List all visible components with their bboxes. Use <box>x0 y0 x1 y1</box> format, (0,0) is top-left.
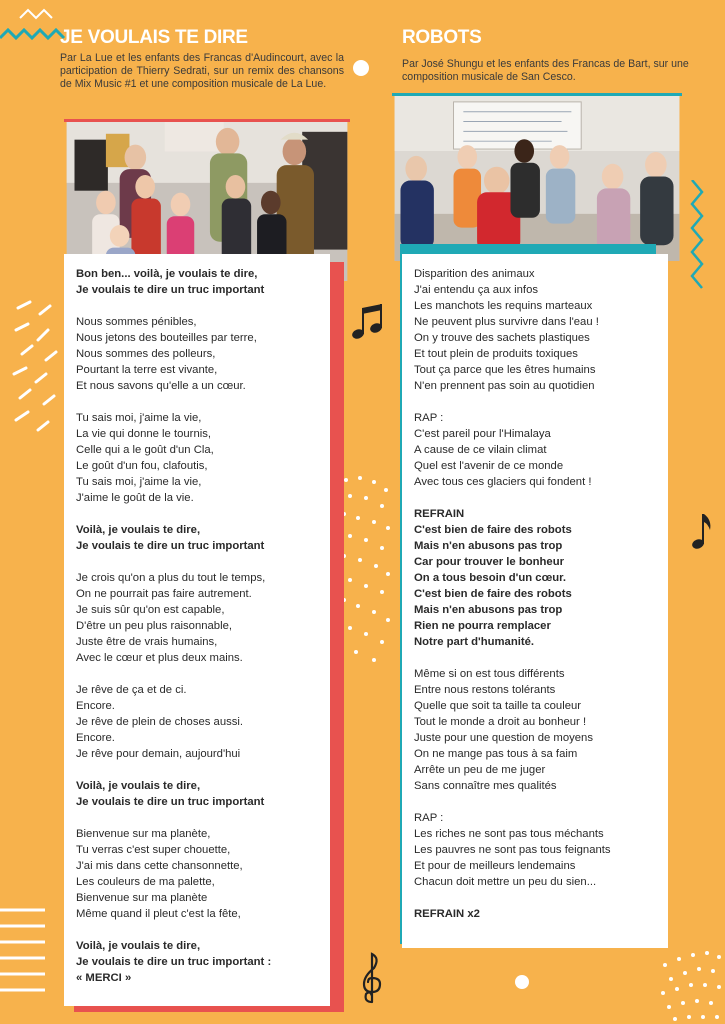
right-zigzag <box>682 180 712 300</box>
lyric-line: On y trouve des sachets plastiques <box>414 332 590 344</box>
lyric-line: Je voulais te dire un truc important <box>76 796 265 808</box>
treble-clef-icon <box>358 950 386 1006</box>
eighth-note-icon <box>690 510 714 552</box>
lyric-line: Quel est l'avenir de ce monde <box>414 460 564 472</box>
left-intro: Par La Lue et les enfants des Francas d'Audincourt, avec la participation de Thierry Sedrati, sur un remix des chansons de Mix Music #1 et une composition musicale de La Lue. <box>60 52 344 90</box>
right-title: ROBOTS <box>402 27 482 48</box>
lyric-line: Mais n'en abusons pas trop <box>414 604 563 616</box>
lyric-line: Et nous savons qu'elle a un cœur. <box>76 380 246 392</box>
lyric-line: Arrête un peu de me juger <box>414 764 546 776</box>
left-confetti <box>10 300 70 450</box>
lyric-line: Avec le cœur et plus deux mains. <box>76 652 243 664</box>
lyric-line: Je rêve de plein de choses aussi. <box>76 716 244 728</box>
left-lyrics-card <box>64 254 330 1006</box>
lyric-line: Tu verras c'est super chouette, <box>76 844 231 856</box>
mid-dots-cluster <box>336 470 396 670</box>
lyric-line: N'en prennent pas soin au quotidien <box>414 380 595 392</box>
left-stripes <box>0 900 55 1010</box>
lyrics-stanza <box>76 682 330 762</box>
lyric-line: Les manchots les requins marteaux <box>414 300 593 312</box>
lyric-line: Juste être de vrais humains, <box>76 636 218 648</box>
group-photo-right <box>392 93 682 261</box>
lyric-line: Bon ben... voilà, je voulais te dire, <box>76 268 258 280</box>
lyric-line: Les pauvres ne sont pas tous feignants <box>414 844 611 856</box>
lyric-line: J'ai mis dans cette chansonnette, <box>76 860 243 872</box>
lyric-line: Encore. <box>76 732 115 744</box>
lyric-line: Car pour trouver le bonheur <box>414 556 565 568</box>
lyric-line: Voilà, je voulais te dire, <box>76 940 201 952</box>
lyric-line: On ne mange pas tous à sa faim <box>414 748 578 760</box>
lyrics-stanza <box>76 826 330 922</box>
lyric-line: Sans connaître mes qualités <box>414 780 557 792</box>
lyrics-stanza <box>414 810 668 890</box>
left-title: JE VOULAIS TE DIRE <box>60 27 248 48</box>
bottom-right-dots <box>655 945 725 1024</box>
lyric-line: Celle qui a le goût d'un Cla, <box>76 444 214 456</box>
lyric-line: Bienvenue sur ma planète <box>76 892 208 904</box>
lyrics-stanza <box>76 778 330 810</box>
right-intro: Par José Shungu et les enfants des Francas de Bart, sur une composition musicale de San Cesco. <box>402 58 689 83</box>
lyrics-stanza <box>76 266 330 298</box>
lyric-line: Et pour de meilleurs lendemains <box>414 860 576 872</box>
lyric-line: C'est bien de faire des robots <box>414 524 572 536</box>
lyric-line: Notre part d'humanité. <box>414 636 535 648</box>
lyric-line: Les riches ne sont pas tous méchants <box>414 828 604 840</box>
lyric-line: RAP : <box>414 812 444 824</box>
lyric-line: Et tout plein de produits toxiques <box>414 348 578 360</box>
lyric-line: La vie qui donne le tournis, <box>76 428 212 440</box>
lyric-line: Avec tous ces glaciers qui fondent ! <box>414 476 592 488</box>
lyrics-stanza <box>76 410 330 506</box>
lyric-line: Je rêve pour demain, aujourd'hui <box>76 748 241 760</box>
lyric-line: Bienvenue sur ma planète, <box>76 828 211 840</box>
lyrics-stanza <box>414 266 668 394</box>
lyric-line: Tout ça parce que les êtres humains <box>414 364 596 376</box>
lyric-line: Nous sommes pénibles, <box>76 316 197 328</box>
lyric-line: Je crois qu'on a plus du tout le temps, <box>76 572 266 584</box>
lyric-line: Encore. <box>76 700 115 712</box>
lyric-line: Même si on est tous différents <box>414 668 565 680</box>
lyrics-stanza <box>76 314 330 394</box>
lyrics-stanza <box>76 570 330 666</box>
lyric-line: Je suis sûr qu'on est capable, <box>76 604 225 616</box>
lyric-line: Voilà, je voulais te dire, <box>76 524 201 536</box>
lyric-line: Tu sais moi, j'aime la vie, <box>76 412 202 424</box>
lyric-line: « MERCI » <box>76 972 132 984</box>
lyric-line: Les couleurs de ma palette, <box>76 876 215 888</box>
lyric-line: Rien ne pourra remplacer <box>414 620 551 632</box>
lyric-line: Nous sommes des polleurs, <box>76 348 216 360</box>
lyric-line: Juste pour une question de moyens <box>414 732 593 744</box>
lyric-line: Chacun doit mettre un peu du sien... <box>414 876 597 888</box>
lyrics-stanza <box>414 410 668 490</box>
lyrics-stanza <box>414 666 668 794</box>
circle-decoration <box>515 975 529 989</box>
lyric-line: Je voulais te dire un truc important : <box>76 956 272 968</box>
lyric-line: Je rêve de ça et de ci. <box>76 684 187 696</box>
lyric-line: C'est bien de faire des robots <box>414 588 572 600</box>
lyric-line: Ne peuvent plus survivre dans l'eau ! <box>414 316 599 328</box>
lyric-line: Même quand il pleut c'est la fête, <box>76 908 241 920</box>
right-lyrics <box>414 266 668 922</box>
lyric-line: Entre nous restons tolérants <box>414 684 556 696</box>
lyric-line: J'aime le goût de la vie. <box>76 492 194 504</box>
music-note-icon <box>350 302 384 342</box>
lyric-line: Tu sais moi, j'aime la vie, <box>76 476 202 488</box>
lyric-line: Nous jetons des bouteilles par terre, <box>76 332 257 344</box>
lyric-line: RAP : <box>414 412 444 424</box>
lyric-line: Je voulais te dire un truc important <box>76 540 265 552</box>
lyric-line: Je voulais te dire un truc important <box>76 284 265 296</box>
lyric-line: On a tous besoin d'un cœur. <box>414 572 567 584</box>
lyrics-stanza <box>76 522 330 554</box>
lyrics-stanza <box>76 938 330 986</box>
lyric-line: Disparition des animaux <box>414 268 535 280</box>
lyric-line: Quelle que soit ta taille ta couleur <box>414 700 582 712</box>
right-lyrics-card <box>402 254 668 948</box>
lyric-line: Pourtant la terre est vivante, <box>76 364 218 376</box>
lyric-line: Mais n'en abusons pas trop <box>414 540 563 552</box>
lyric-line: A cause de ce vilain climat <box>414 444 547 456</box>
lyric-line: J'ai entendu ça aux infos <box>414 284 538 296</box>
lyric-line: C'est pareil pour l'Himalaya <box>414 428 551 440</box>
lyric-line: REFRAIN x2 <box>414 908 480 920</box>
lyric-line: D'être un peu plus raisonnable, <box>76 620 233 632</box>
circle-decoration <box>353 60 369 76</box>
lyric-line: Le goût d'un fou, clafoutis, <box>76 460 208 472</box>
lyrics-stanza <box>414 906 668 922</box>
left-lyrics <box>76 266 330 986</box>
lyrics-stanza <box>414 506 668 650</box>
lyric-line: REFRAIN <box>414 508 465 520</box>
lyric-line: Voilà, je voulais te dire, <box>76 780 201 792</box>
lyric-line: On ne pourrait pas faire autrement. <box>76 588 252 600</box>
lyric-line: Tout le monde a droit au bonheur ! <box>414 716 587 728</box>
